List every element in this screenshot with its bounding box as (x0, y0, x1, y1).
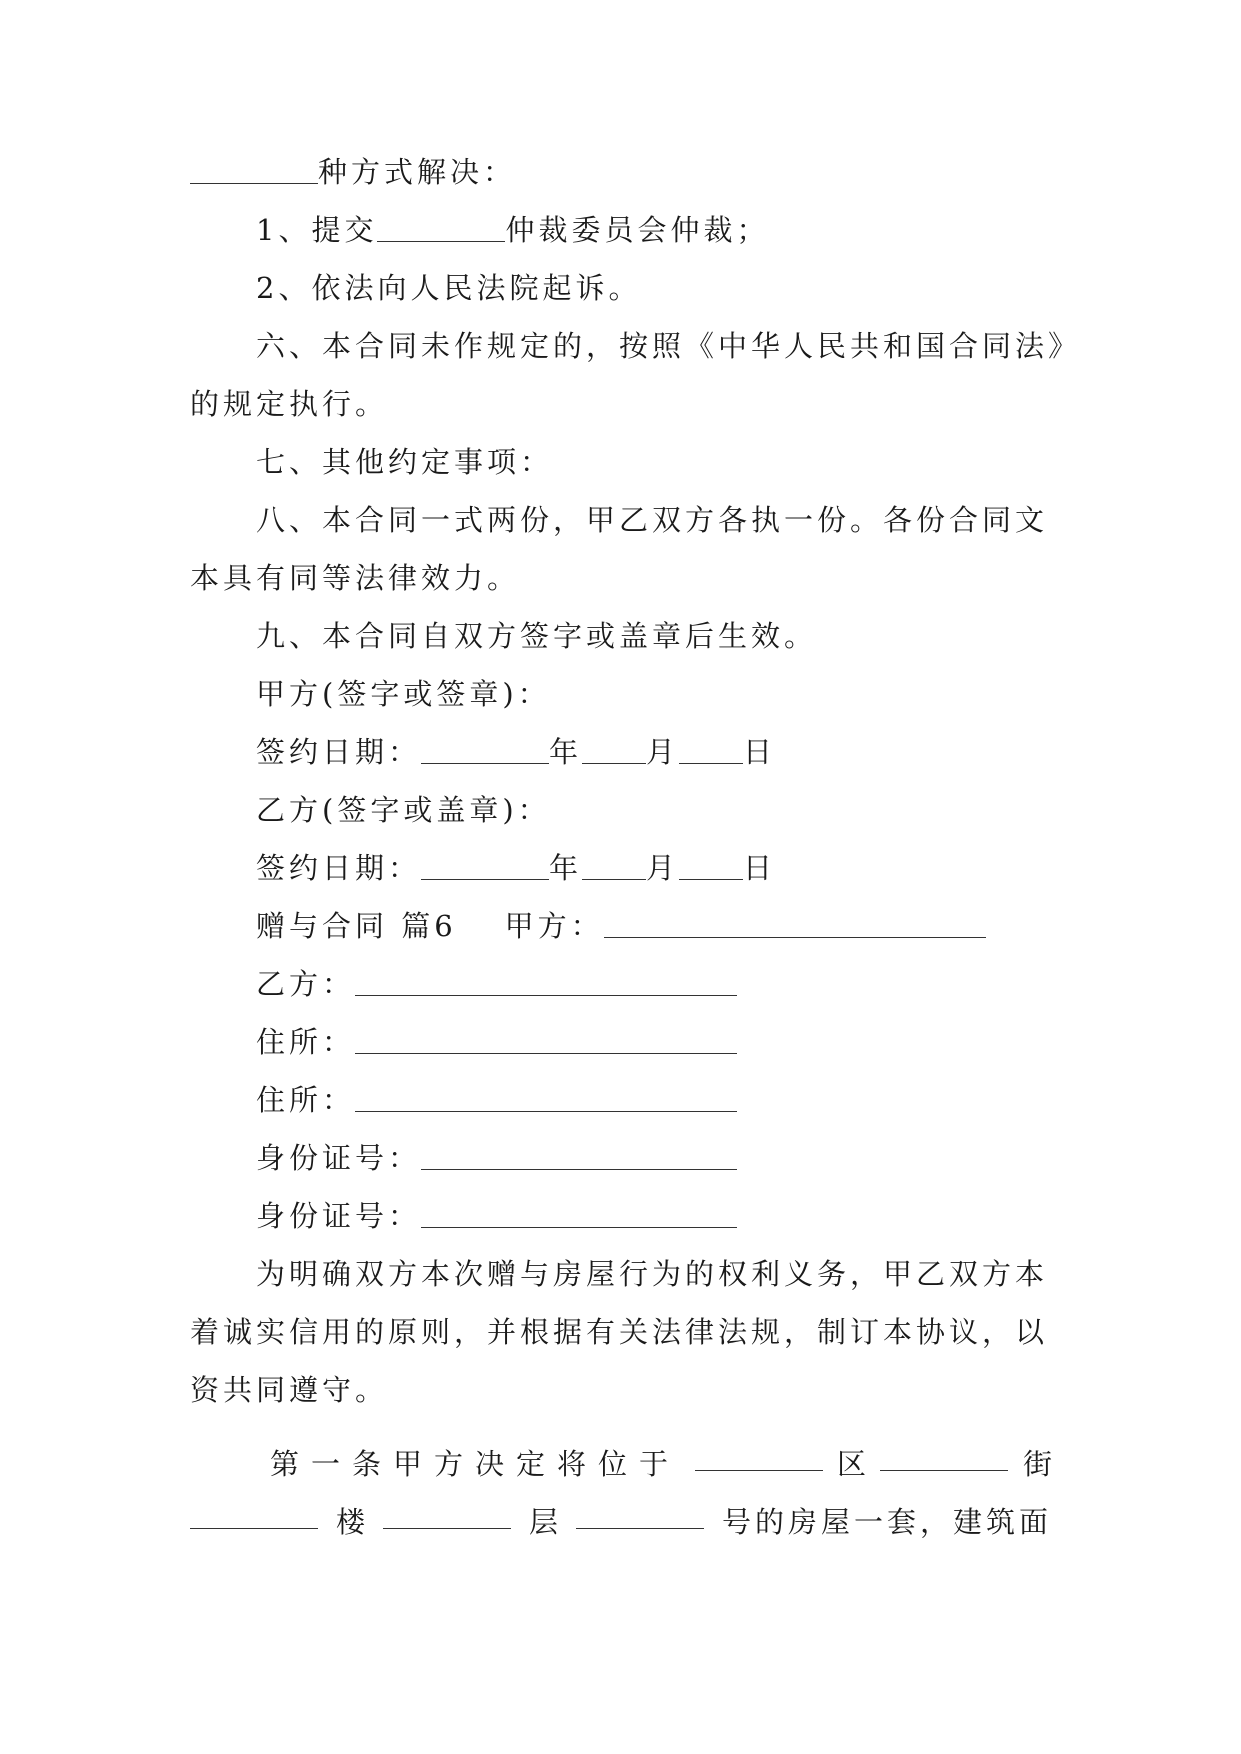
blank-underline (604, 911, 986, 938)
text: 日 (743, 735, 777, 769)
blank-underline (582, 737, 646, 764)
text-line: 资共同遵守。 (190, 1373, 389, 1407)
article-one-line (270, 1444, 1052, 1484)
text-line: 七、其他约定事项： (256, 445, 554, 479)
blank-underline (355, 1085, 737, 1112)
text-line (256, 210, 1052, 250)
blank-underline (421, 1143, 737, 1170)
text-line: 为明确双方本次赠与房屋行为的权利义务，甲乙双方本 (256, 1257, 1049, 1291)
text: 第一条甲方决定将位于 (270, 1447, 681, 1481)
text: 仲裁委员会仲裁； (505, 213, 770, 247)
contract-title: 赠与合同 篇6 (256, 909, 457, 943)
text: 种方式解决： (318, 155, 517, 189)
text-line (256, 1022, 1052, 1062)
text-line: 乙方(签字或盖章)： (256, 793, 551, 827)
text: 楼 (335, 1505, 365, 1539)
text-line: 甲方(签字或签章)： (256, 677, 551, 711)
text-line: 八、本合同一式两份，甲乙双方各执一份。各份合同文 (256, 503, 1049, 537)
blank-underline (355, 969, 737, 996)
blank-underline (190, 157, 318, 184)
text: 区 (836, 1447, 866, 1481)
text-line (256, 964, 1052, 1004)
blank-underline (880, 1444, 1008, 1471)
text: 月 (646, 735, 680, 769)
signing-date-line (256, 732, 1052, 772)
blank-underline (421, 1201, 737, 1228)
text: 号的房屋一套，建筑面 (721, 1505, 1052, 1539)
text: 乙方： (256, 967, 356, 1001)
text: 身份证号： (256, 1141, 422, 1175)
text: 1、提交 (256, 213, 378, 247)
text: 签约日期： (256, 851, 422, 885)
text-line (256, 1138, 1052, 1178)
blank-underline (421, 853, 549, 880)
text-line: 本具有同等法律效力。 (190, 561, 521, 595)
text: 年 (549, 851, 583, 885)
blank-underline (421, 737, 549, 764)
text-line (190, 152, 1052, 192)
blank-underline (576, 1502, 704, 1529)
text: 街 (1022, 1447, 1052, 1481)
text-line (256, 1080, 1052, 1120)
contract-heading-line (256, 906, 1052, 946)
text: 身份证号： (256, 1199, 422, 1233)
text: 甲方： (504, 909, 604, 943)
text: 住所： (256, 1025, 356, 1059)
blank-underline (679, 737, 743, 764)
text-line: 六、本合同未作规定的，按照《中华人民共和国合同法》 (256, 329, 1082, 363)
blank-underline (679, 853, 743, 880)
signing-date-line (256, 848, 1052, 888)
blank-underline (355, 1027, 737, 1054)
blank-underline (695, 1444, 823, 1471)
text-line: 2、依法向人民法院起诉。 (256, 271, 642, 305)
article-one-line (190, 1502, 1052, 1542)
text: 住所： (256, 1083, 356, 1117)
text-line: 九、本合同自双方签字或盖章后生效。 (256, 619, 818, 653)
text-line: 着诚实信用的原则，并根据有关法律法规，制订本协议，以 (190, 1315, 1049, 1349)
text: 签约日期： (256, 735, 422, 769)
text-line: 的规定执行。 (190, 387, 389, 421)
blank-underline (190, 1502, 318, 1529)
blank-underline (383, 1502, 511, 1529)
text: 层 (528, 1505, 558, 1539)
blank-underline (377, 215, 505, 242)
text: 月 (646, 851, 680, 885)
text: 日 (743, 851, 777, 885)
text: 年 (549, 735, 583, 769)
text-line (256, 1196, 1052, 1236)
blank-underline (582, 853, 646, 880)
